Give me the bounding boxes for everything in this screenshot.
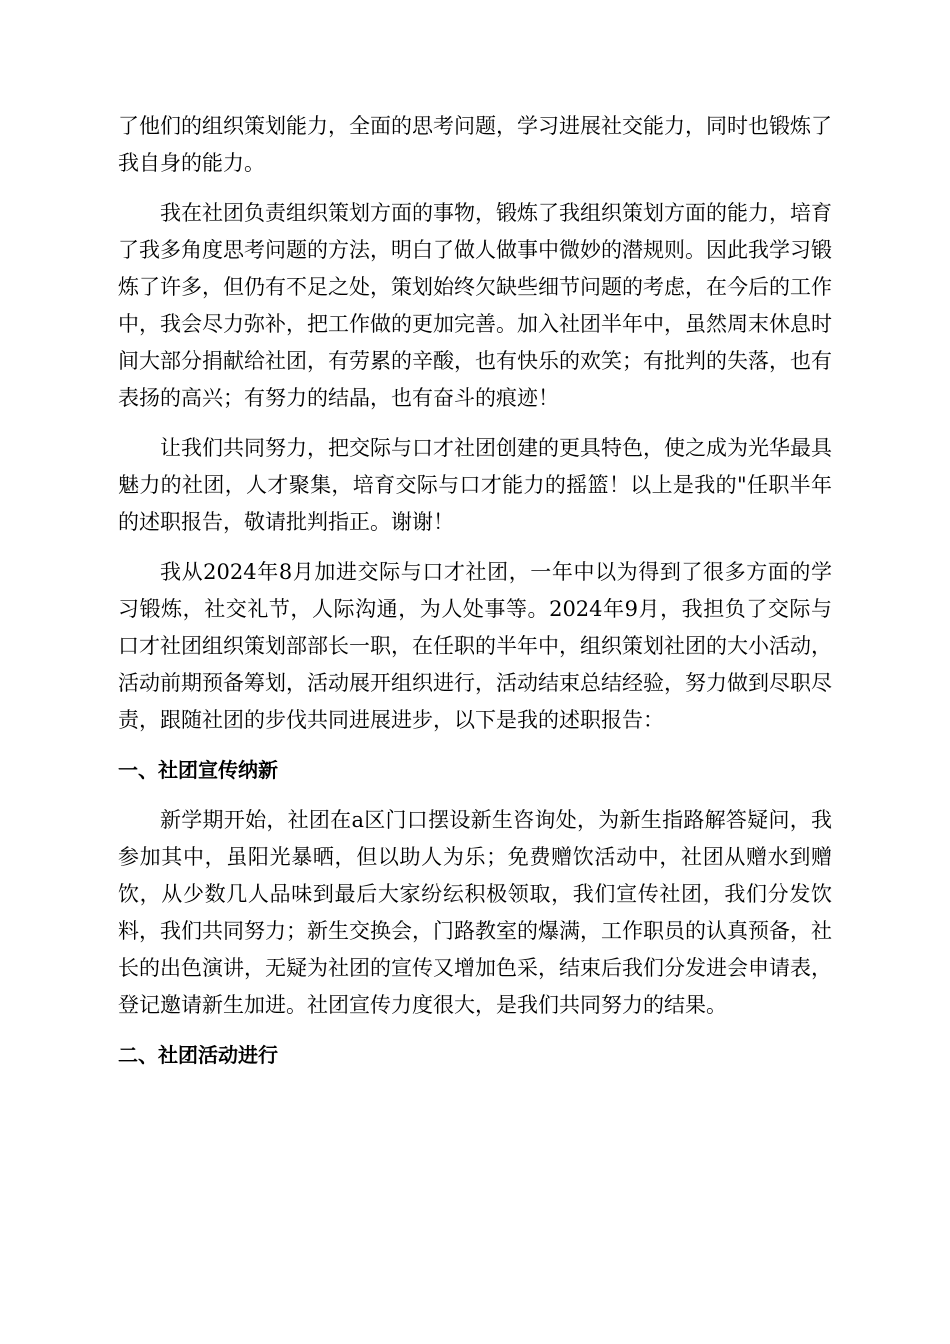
paragraph-closing-remarks: 让我们共同努力，把交际与口才社团创建的更具特色，使之成为光华最具魅力的社团，人才聚集，培育交际与口才能力的摇篮！以上是我的"任职半年的述职报告，敬请批判指正。谢谢！	[118, 436, 832, 534]
paragraph-introduction: 我从2024年8月加进交际与口才社团，一年中以为得到了很多方面的学习锻炼，社交礼节，人际沟通，为人处事等。2024年9月，我担负了交际与口才社团组织策划部部长一职，在任职的半年中，组织策划社团的大小活动，活动前期预备筹划，活动展开组织进行，活动结束总结经验，努力做到尽职尽责，跟随社团的步伐共同进展进步，以下是我的述职报告：	[118, 560, 832, 732]
section-heading-recruitment: 一、社团宣传纳新	[118, 758, 278, 782]
paragraph-planning-experience: 我在社团负责组织策划方面的事物，锻炼了我组织策划方面的能力，培育了我多角度思考问题的方法，明白了做人做事中微妙的潜规则。因此我学习锻炼了许多，但仍有不足之处，策划始终欠缺些细节问题的考虑，在今后的工作中，我会尽力弥补，把工作做的更加完善。加入社团半年中，虽然周末休息时间大部分捐献给社团，有劳累的辛酸，也有快乐的欢笑；有批判的失落，也有表扬的高兴；有努力的结晶，也有奋斗的痕迹！	[118, 201, 832, 410]
paragraph-recruitment: 新学期开始，社团在a区门口摆设新生咨询处，为新生指路解答疑问，我参加其中，虽阳光暴晒，但以助人为乐；免费赠饮活动中，社团从赠水到赠饮，从少数几人品味到最后大家纷纭积极领取，我们宣传社团，我们分发饮料，我们共同努力；新生交换会，门路教室的爆满，工作职员的认真预备，社长的出色演讲，无疑为社团的宣传又增加色采，结束后我们分发进会申请表，登记邀请新生加进。社团宣传力度很大，是我们共同努力的结果。	[118, 808, 832, 1017]
section-heading-activities: 二、社团活动进行	[118, 1043, 278, 1067]
document-page	[118, 108, 832, 1074]
paragraph-continuation: 了他们的组织策划能力，全面的思考问题，学习进展社交能力，同时也锻炼了我自身的能力。	[118, 114, 832, 175]
